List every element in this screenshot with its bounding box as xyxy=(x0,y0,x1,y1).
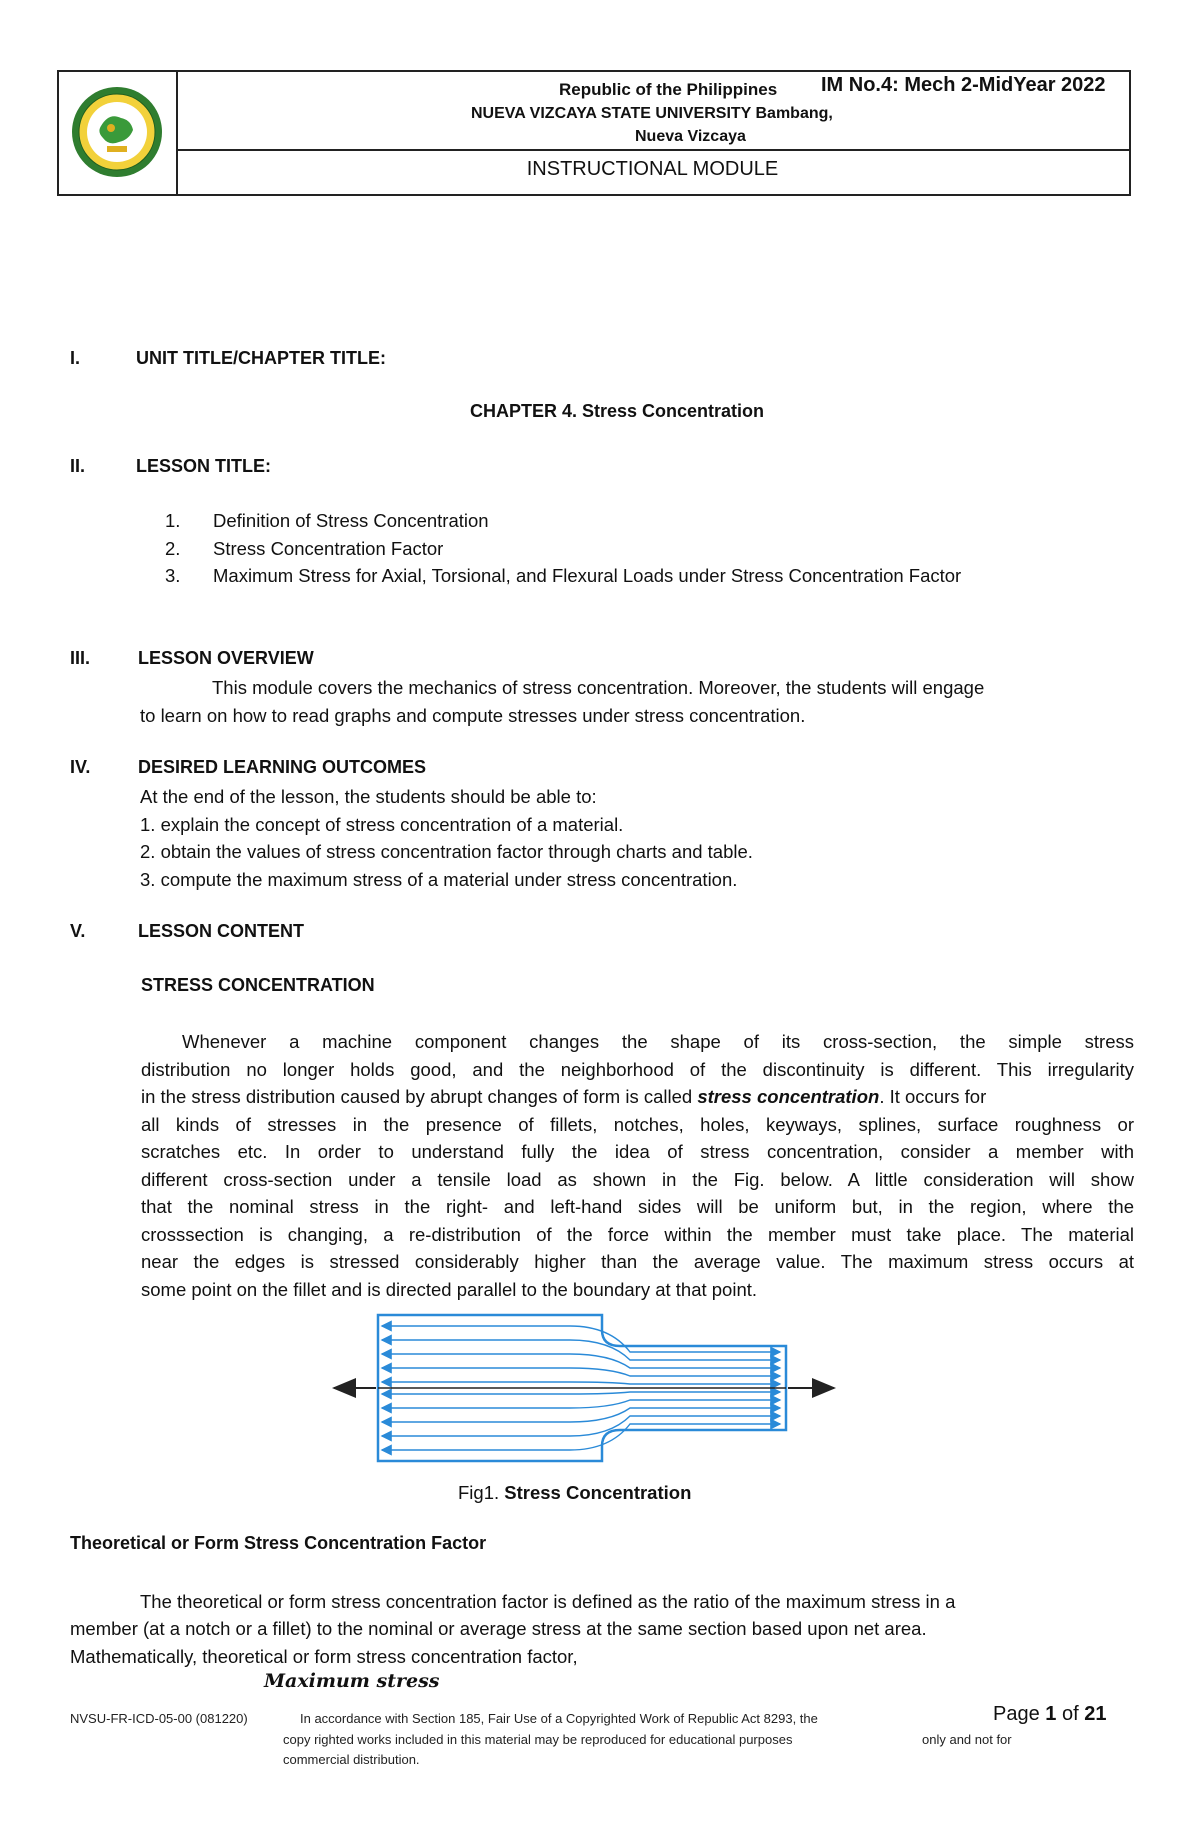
section-4-title: DESIRED LEARNING OUTCOMES xyxy=(138,757,427,777)
paragraph-line: Mathematically, theoretical or form stress concentration factor, xyxy=(70,1646,578,1667)
outcome-item: 2. obtain the values of stress concentration factor through charts and table. xyxy=(140,841,753,862)
lesson-item: Maximum Stress for Axial, Torsional, and Flexural Loads under Stress Concentration Factor xyxy=(213,565,962,586)
outcome-item: 3. compute the maximum stress of a material under stress concentration. xyxy=(140,869,738,890)
republic-label: Republic of the Philippines xyxy=(559,80,778,99)
page-indicator xyxy=(993,1703,1106,1726)
section-3-number: III. xyxy=(70,648,91,668)
university-name: NUEVA VIZCAYA STATE UNIVERSITY Bambang, xyxy=(471,105,833,122)
content-heading: STRESS CONCENTRATION xyxy=(141,975,375,995)
section-2-title: LESSON TITLE: xyxy=(136,456,271,476)
nvsu-seal-icon xyxy=(71,86,163,178)
section-4-number: IV. xyxy=(70,757,91,777)
module-label: INSTRUCTIONAL MODULE xyxy=(526,158,779,180)
paragraph-line: scratches etc. In order to understand fully the idea of stress concentration, consider a member with xyxy=(141,1141,1134,1162)
paragraph-line: some point on the fillet and is directed parallel to the boundary at that point. xyxy=(141,1279,758,1300)
footer-notice: copy righted works included in this material may be reproduced for educational purposes xyxy=(283,1732,793,1747)
section-3-title: LESSON OVERVIEW xyxy=(138,648,314,668)
paragraph-line-with-emphasis xyxy=(141,1083,1134,1111)
outcome-item: 1. explain the concept of stress concentration of a material. xyxy=(140,814,624,835)
paragraph-line: member (at a notch or a fillet) to the nominal or average stress at the same section based upon net area. xyxy=(70,1618,927,1639)
paragraph-line: Whenever a machine component changes the shape of its cross-section, the simple stress xyxy=(182,1031,1134,1052)
paragraph-line: all kinds of stresses in the presence of fillets, notches, holes, keyways, splines, surface roughness or xyxy=(141,1114,1134,1135)
section-1-number: I. xyxy=(70,348,81,368)
section-2-number: II. xyxy=(70,456,86,476)
footer-notice: commercial distribution. xyxy=(283,1752,420,1767)
im-number: IM No.4: Mech 2-MidYear 2022 xyxy=(821,74,1106,96)
lesson-item: Definition of Stress Concentration xyxy=(213,510,489,531)
paragraph-line: crosssection is changing, a re-distribution of the force within the member must take place. The material xyxy=(141,1224,1134,1245)
footer-notice: In accordance with Section 185, Fair Use of a Copyrighted Work of Republic Act 8293, the xyxy=(300,1711,818,1726)
of-word: of xyxy=(1061,1703,1079,1725)
paragraph-text: in the stress distribution caused by abrupt changes of form is called xyxy=(141,1086,698,1107)
lesson-item-number: 1. xyxy=(165,510,181,531)
section-5-number: V. xyxy=(70,921,86,941)
subheading: Theoretical or Form Stress Concentration Factor xyxy=(70,1533,487,1553)
paragraph-line: distribution no longer holds good, and the neighborhood of the discontinuity is different. This irregularity xyxy=(141,1059,1134,1080)
lesson-item: Stress Concentration Factor xyxy=(213,538,444,559)
paragraph-line: different cross-section under a tensile load as shown in the Fig. below. A little consideration will show xyxy=(141,1169,1134,1190)
chapter-title: CHAPTER 4. Stress Concentration xyxy=(469,401,765,421)
footer-notice: only and not for xyxy=(922,1732,1012,1747)
outcomes-intro: At the end of the lesson, the students should be able to: xyxy=(140,786,597,807)
figure-prefix: Fig1. xyxy=(458,1482,505,1503)
section-1-title: UNIT TITLE/CHAPTER TITLE: xyxy=(136,348,386,368)
page-total: 21 xyxy=(1084,1703,1107,1725)
paragraph-line: that the nominal stress in the right- and left-hand sides will be uniform but, in the region, where the xyxy=(141,1196,1134,1217)
stress-flow-diagram-icon xyxy=(330,1312,840,1464)
section-5-title: LESSON CONTENT xyxy=(138,921,305,941)
figure-title: Stress Concentration xyxy=(504,1482,692,1503)
lesson-item-number: 3. xyxy=(165,565,181,586)
header-divider xyxy=(176,149,1129,151)
lesson-item-number: 2. xyxy=(165,538,181,559)
paragraph-text: . It occurs for xyxy=(879,1086,987,1107)
university-location: Nueva Vizcaya xyxy=(635,128,746,145)
document-header xyxy=(57,70,1131,196)
formula-numerator: Maximum stress xyxy=(264,1670,440,1692)
overview-line: to learn on how to read graphs and compute stresses under stress concentration. xyxy=(140,705,806,726)
page-number: 1 xyxy=(1045,1703,1057,1725)
emphasis-term: stress concentration xyxy=(697,1086,880,1107)
paragraph-line: near the edges is stressed considerably higher than the average value. The maximum stress occurs at xyxy=(141,1251,1134,1272)
footer-code: NVSU-FR-ICD-05-00 (081220) xyxy=(70,1711,248,1726)
logo-cell xyxy=(59,72,178,194)
overview-line: This module covers the mechanics of stress concentration. Moreover, the students will engage xyxy=(212,677,985,698)
page-word: Page xyxy=(993,1703,1040,1725)
paragraph-line: The theoretical or form stress concentration factor is defined as the ratio of the maximum stress in a xyxy=(140,1591,956,1612)
figure-caption xyxy=(458,1479,691,1507)
